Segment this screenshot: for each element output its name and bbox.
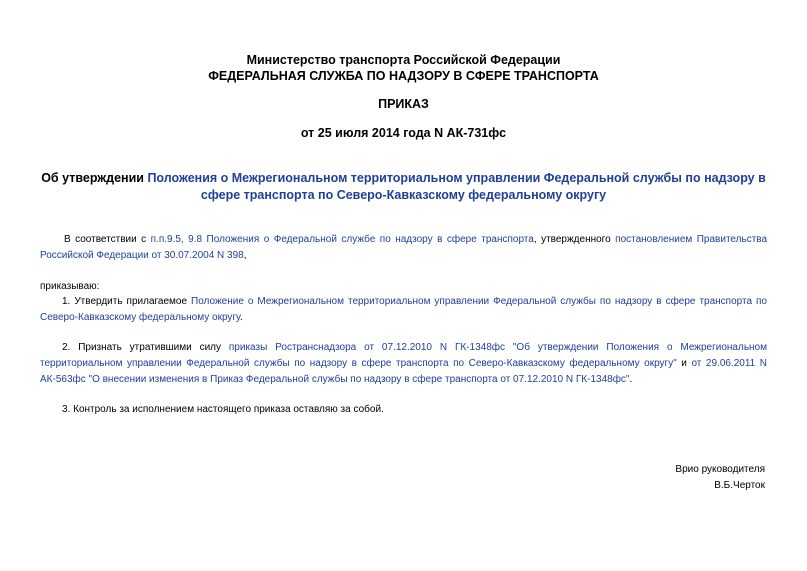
title-prefix: Об утверждении [41,171,148,185]
item-2-text-1: 2. Признать утратившими силу [62,342,229,353]
item-2-text-2: и [676,358,692,369]
item-1-text-1: 1. Утвердить прилагаемое [62,296,192,307]
service-heading: ФЕДЕРАЛЬНАЯ СЛУЖБА ПО НАДЗОРУ В СФЕРЕ ТРАНСПОРТА [208,69,599,83]
preamble-paragraph [40,232,767,264]
title-link[interactable]: Положения о Межрегиональном территориальном управлении Федеральной службы по надзору в сфере транспорта по Северо-Кавказскому федеральному округу [147,171,766,202]
item-2-link-1[interactable]: приказы Ространснадзора от 07.12.2010 N ГК-1348фс "Об утверждении Положения о Межрегиональном территориальном управлении Федеральной службы по надзору в сфере транспорта по Северо-Кавказскому федеральному округу" [40,342,767,369]
item-2-text-3: . [629,374,633,385]
preamble-text-2: , утвержденного [533,234,616,245]
signature-position: Врио руководителя [675,464,765,475]
item-2-paragraph [40,340,767,388]
date-line: от 25 июля 2014 года N АК-731фс [300,126,507,140]
preamble-text-3: , [243,250,247,261]
item-2-link-2[interactable]: от 29.06.2011 N АК-563фс "О внесении изменения в Приказ Федеральной службы по надзору в сфере транспорта от 07.12.2010 N ГК-1348фс" [40,358,767,385]
item-1-text-2: . [240,312,243,323]
item-1-link[interactable]: Положение о Межрегиональном территориальном управлении Федеральной службы по надзору в сфере транспорта по Северо-Кавказскому федеральному округу [40,296,767,323]
preamble-text-1: В соответствии с [64,234,151,245]
ministry-heading: Министерство транспорта Российской Федерации [246,53,561,67]
orders-word: приказываю: [40,281,100,292]
preamble-link-1[interactable]: п.п.9.5, 9.8 Положения о Федеральной службе по надзору в сфере транспорта [150,234,534,245]
preamble-link-2[interactable]: постановлением Правительства Российской Федерации от 30.07.2004 N 398 [40,234,768,261]
item-1-paragraph [40,294,767,326]
signature-name: В.Б.Черток [714,480,765,491]
document-title [40,170,767,204]
doc-type-heading: ПРИКАЗ [378,97,429,111]
item-3-paragraph: 3. Контроль за исполнением настоящего приказа оставляю за собой. [62,404,384,415]
